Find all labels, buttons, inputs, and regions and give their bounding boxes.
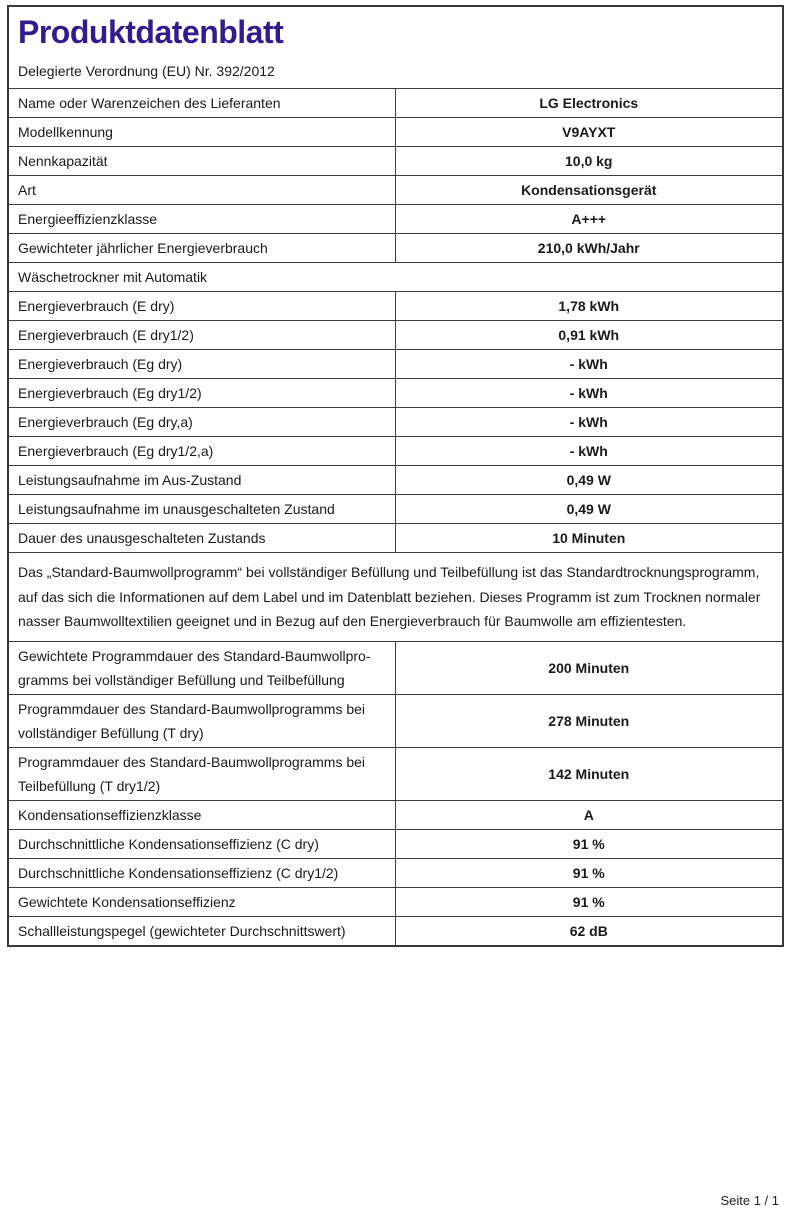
table-row [9, 407, 782, 436]
row-label-text: Durchschnittliche Kondensationseffizienz (C dry) [18, 835, 319, 852]
datasheet-header [9, 7, 782, 88]
row-label [9, 695, 396, 747]
table-row [9, 291, 782, 320]
row-value: 0,91 kWh [558, 327, 620, 343]
row-label-text: Gewichtete Programmdauer des Standard-Baumwollprogramms bei vollständiger Befüllung und Teilbefüllung [18, 647, 371, 688]
row-label [9, 292, 396, 320]
row-label-text: Energieverbrauch (E dry) [18, 298, 175, 314]
row-value: 142 Minuten [548, 765, 630, 782]
row-label [9, 466, 396, 494]
note-text: Das „Standard-Baumwollprogramm“ bei vollständiger Befüllung und Teilbefüllung ist das Standardtrocknungsprogramm, auf das sich die Informationen auf dem Label und im Datenblatt beziehen. Dieses Programm ist zum Trocknen normaler nasser Baumwolltextilien geeignet und in Bezug auf den Energieverbrauch für Baumwolle am effizientesten. [18, 564, 761, 629]
table-row [9, 349, 782, 378]
row-label-text: Energieverbrauch (Eg dry) [18, 356, 183, 372]
row-value: - kWh [569, 443, 608, 459]
row-label [9, 495, 396, 523]
row-label [9, 408, 396, 436]
row-label [9, 205, 396, 233]
row-label [9, 147, 396, 175]
regulation-subtitle: Delegierte Verordnung (EU) Nr. 392/2012 [18, 63, 275, 79]
row-label-text: Nennkapazität [18, 153, 108, 169]
row-label-text: Gewichtete Kondensationseffizienz [18, 893, 236, 910]
row-label [9, 89, 396, 117]
row-value: 91 % [572, 835, 605, 852]
row-label [9, 642, 396, 694]
table-row [9, 887, 782, 916]
row-label-text: Gewichteter jährlicher Energieverbrauch [18, 240, 268, 256]
row-value: V9AYXT [562, 124, 616, 140]
row-label-text: Leistungsaufnahme im unausgeschalteten Zustand [18, 501, 335, 517]
row-label [9, 748, 396, 800]
row-label-text: Programmdauer des Standard-Baumwollprogramms bei vollständiger Befüllung (T dry) [18, 700, 366, 741]
row-value: 10 Minuten [552, 530, 626, 546]
row-label-text: Energieverbrauch (E dry1/2) [18, 327, 194, 343]
row-label-text: Dauer des unausgeschalteten Zustands [18, 530, 266, 546]
row-label [9, 350, 396, 378]
table-row [9, 494, 782, 523]
row-label [9, 321, 396, 349]
row-label [9, 888, 396, 916]
table-row [9, 800, 782, 829]
row-value: 278 Minuten [548, 712, 630, 729]
row-label-text: Programmdauer des Standard-Baumwollprogramms bei Teilbefüllung (T dry1/2) [18, 753, 366, 794]
row-value: A+++ [571, 211, 607, 227]
row-label-text: Name oder Warenzeichen des Lieferanten [18, 95, 281, 111]
row-label-text: Schallleistungspegel (gewichteter Durchschnittswert) [18, 922, 346, 939]
table-row [9, 523, 782, 552]
row-label [9, 176, 396, 204]
section-label: Wäschetrockner mit Automatik [18, 269, 208, 285]
row-value: 62 dB [569, 922, 608, 939]
table-row [9, 829, 782, 858]
row-label-text: Kondensationseffizienzklasse [18, 806, 202, 823]
row-label-text: Modellkennung [18, 124, 113, 140]
row-value: Kondensationsgerät [521, 182, 657, 198]
row-value: - kWh [569, 356, 608, 372]
row-label-text: Durchschnittliche Kondensationseffizienz (C dry1/2) [18, 864, 339, 881]
row-value: - kWh [569, 385, 608, 401]
table-row [9, 858, 782, 887]
row-label-text: Energieverbrauch (Eg dry1/2,a) [18, 443, 214, 459]
row-label [9, 234, 396, 262]
row-label-text: Art [18, 182, 36, 198]
row-label [9, 917, 396, 945]
row-label [9, 801, 396, 829]
row-label-text: Energieeffizienzklasse [18, 211, 158, 227]
row-value: 210,0 kWh/Jahr [537, 240, 640, 256]
row-value: 10,0 kg [565, 153, 613, 169]
table-row [9, 747, 782, 800]
row-label [9, 859, 396, 887]
row-label [9, 830, 396, 858]
section-row [9, 262, 782, 291]
row-value: 91 % [572, 893, 605, 910]
table-row [9, 233, 782, 262]
table-row [9, 378, 782, 407]
row-value: 1,78 kWh [558, 298, 620, 314]
table-row [9, 694, 782, 747]
table-row [9, 175, 782, 204]
row-value: 0,49 W [566, 472, 611, 488]
table-row [9, 146, 782, 175]
row-value: 200 Minuten [548, 659, 630, 676]
page-number: Seite 1 / 1 [720, 1193, 779, 1208]
row-value: 0,49 W [566, 501, 611, 517]
table-row [9, 204, 782, 233]
table-row [9, 465, 782, 494]
table-row [9, 436, 782, 465]
row-label [9, 379, 396, 407]
row-label-text: Energieverbrauch (Eg dry,a) [18, 414, 193, 430]
datasheet [7, 5, 784, 947]
table-row [9, 641, 782, 694]
row-label-text: Leistungsaufnahme im Aus-Zustand [18, 472, 242, 488]
row-value: 91 % [572, 864, 605, 881]
page-title: Produktdatenblatt [18, 14, 284, 50]
row-value: A [583, 806, 594, 823]
table-row [9, 117, 782, 146]
table-row [9, 88, 782, 117]
table-row [9, 320, 782, 349]
note-row [9, 552, 782, 641]
row-label [9, 118, 396, 146]
row-label-text: Energieverbrauch (Eg dry1/2) [18, 385, 202, 401]
spec-table [9, 88, 782, 945]
row-value: - kWh [569, 414, 608, 430]
row-label [9, 437, 396, 465]
row-label [9, 524, 396, 552]
table-row [9, 916, 782, 945]
row-value: LG Electronics [539, 95, 639, 111]
